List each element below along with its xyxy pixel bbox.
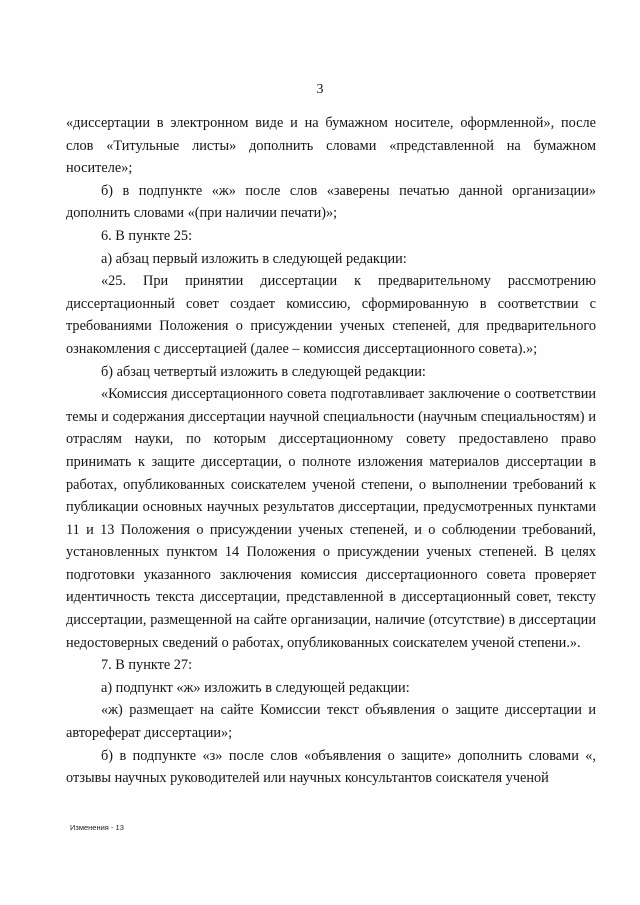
paragraph: а) подпункт «ж» изложить в следующей редакции:	[101, 679, 410, 696]
paragraph: а) абзац первый изложить в следующей редакции:	[101, 250, 407, 267]
footer-label: Изменения - 13	[70, 823, 124, 832]
paragraph: 7. В пункте 27:	[101, 657, 193, 674]
paragraph: б) в подпункте «з» после слов «объявления о защите» дополнить словами «, отзывы научных руководителей или научных консультантов соискателя ученой	[66, 747, 596, 787]
paragraph: «диссертации в электронном виде и на бумажном носителе, оформленной», после слов «Титульные листы» дополнить словами «представленной на бумажном носителе»;	[66, 115, 596, 177]
paragraph: «25. При принятии диссертации к предварительному рассмотрению диссертационный совет создает комиссию, сформированную в соответствии с требованиями Положения о присуждении ученых степеней, для предварительного ознакомления с диссертацией (далее – комиссия диссертационного совета).»;	[66, 273, 596, 357]
document-body	[66, 112, 596, 790]
paragraph: «ж) размещает на сайте Комиссии текст объявления о защите диссертации и автореферат диссертации»;	[66, 702, 596, 742]
paragraph: 6. В пункте 25:	[101, 227, 193, 244]
paragraph: «Комиссия диссертационного совета подготавливает заключение о соответствии темы и содержания диссертации научной специальности (научным специальностям) и отраслям науки, по которым диссертационному совету предоставлено право принимать к защите диссертации, о полноте изложения материалов диссертации в работах, опубликованных соискателем ученой степени, о выполнении требований к публикации основных научных результатов диссертации, предусмотренных пунктами 11 и 13 Положения о присуждении ученых степеней, и о соблюдении требований, установленных пунктом 14 Положения о присуждении ученых степеней. В целях подготовки указанного заключения комиссия диссертационного совета проверяет идентичность текста диссертации, представленной в диссертационный совет, тексту диссертации, размещенной на сайте организации, наличие (отсутствие) в диссертации недостоверных сведений о работах, опубликованных соискателем ученой степени.».	[66, 386, 596, 651]
paragraph: б) абзац четвертый изложить в следующей редакции:	[101, 363, 426, 380]
page-number: 3	[316, 82, 324, 97]
paragraph: б) в подпункте «ж» после слов «заверены печатью данной организации» дополнить словами «(при наличии печати)»;	[66, 182, 596, 222]
